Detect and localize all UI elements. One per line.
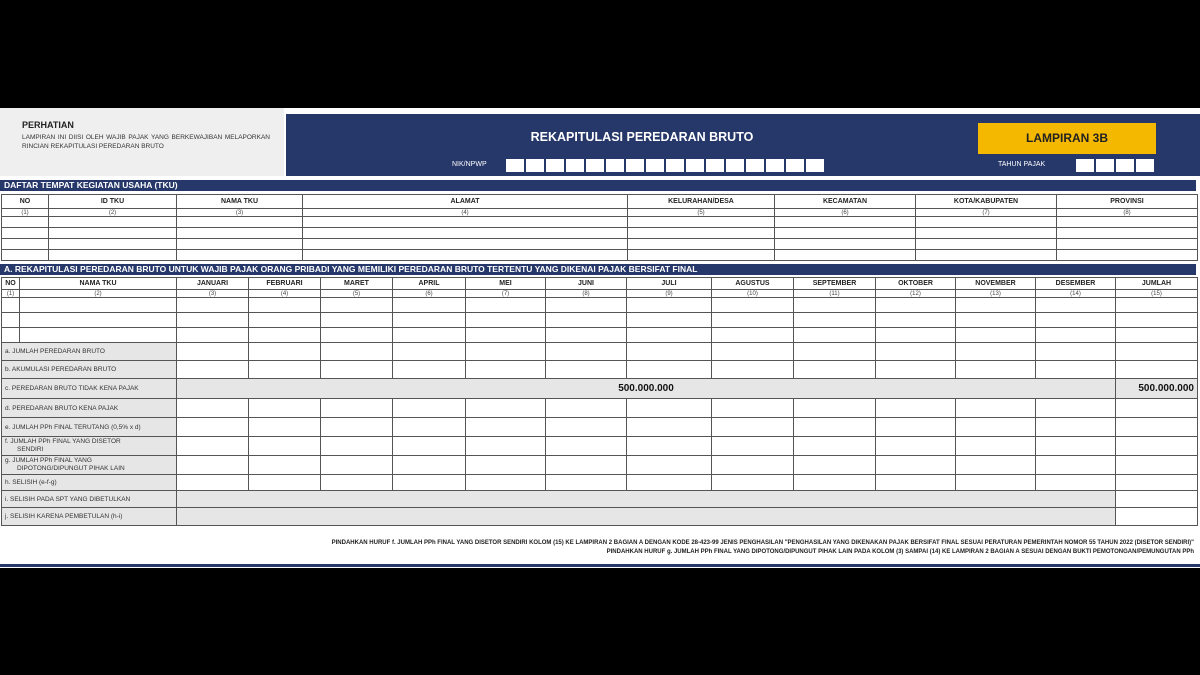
rekap-cell[interactable] <box>1036 328 1116 343</box>
rekap-cell[interactable] <box>393 313 466 328</box>
rekap-row-c <box>2 379 1198 399</box>
rekap-value-c: 500.000.000 <box>177 379 1116 399</box>
npwp-digit-box[interactable] <box>706 159 724 172</box>
rekap-cell[interactable] <box>249 343 321 361</box>
tku-cell[interactable] <box>177 228 303 239</box>
tahun-digit-box[interactable] <box>1136 159 1154 172</box>
rekap-cell[interactable] <box>546 343 627 361</box>
rekap-cell[interactable] <box>794 313 876 328</box>
rekap-cell[interactable] <box>393 456 466 475</box>
rekap-cell[interactable] <box>393 437 466 456</box>
rekap-col-header: JULI <box>627 278 712 290</box>
form-title: REKAPITULASI PEREDARAN BRUTO <box>530 130 754 144</box>
rekap-cell[interactable] <box>627 343 712 361</box>
tahun-digit-box[interactable] <box>1096 159 1114 172</box>
rekap-cell[interactable] <box>321 399 393 418</box>
rekap-cell[interactable] <box>876 437 956 456</box>
tku-cell[interactable] <box>2 228 49 239</box>
npwp-digit-box[interactable] <box>686 159 704 172</box>
rekap-cell[interactable] <box>712 328 794 343</box>
rekap-cell[interactable] <box>876 418 956 437</box>
rekap-col-number: (3) <box>177 290 249 298</box>
rekap-cell[interactable] <box>876 399 956 418</box>
rekap-col-number: (5) <box>321 290 393 298</box>
tku-cell[interactable] <box>2 217 49 228</box>
tku-cell[interactable] <box>2 250 49 261</box>
rekap-cell[interactable] <box>393 399 466 418</box>
rekap-cell[interactable] <box>794 418 876 437</box>
rekap-col-number: (4) <box>249 290 321 298</box>
rekap-cell[interactable] <box>1116 361 1198 379</box>
rekap-cell[interactable] <box>466 343 546 361</box>
rekap-col-number: (12) <box>876 290 956 298</box>
rekap-cell[interactable] <box>177 399 249 418</box>
rekap-col-header: DESEMBER <box>1036 278 1116 290</box>
npwp-digit-box[interactable] <box>546 159 564 172</box>
rekap-col-header: MARET <box>321 278 393 290</box>
rekap-cell[interactable] <box>20 328 177 343</box>
rekap-value-i <box>177 491 1116 508</box>
tku-cell[interactable] <box>2 239 49 250</box>
rekap-cell[interactable] <box>393 361 466 379</box>
rekap-cell[interactable] <box>1116 456 1198 475</box>
rekap-cell[interactable] <box>321 475 393 491</box>
npwp-digit-box[interactable] <box>626 159 644 172</box>
rekap-cell[interactable] <box>321 343 393 361</box>
tku-col-kota: KOTA/KABUPATEN <box>916 195 1057 209</box>
tku-num: (8) <box>1057 209 1198 217</box>
rekap-col-header: AGUSTUS <box>712 278 794 290</box>
rekap-cell[interactable] <box>249 437 321 456</box>
rekap-cell[interactable] <box>177 456 249 475</box>
rekap-cell[interactable] <box>321 313 393 328</box>
tku-cell[interactable] <box>916 217 1057 228</box>
tku-col-provinsi: PROVINSI <box>1057 195 1198 209</box>
rekap-cell[interactable] <box>712 298 794 313</box>
rekap-cell[interactable] <box>712 437 794 456</box>
rekap-cell[interactable] <box>466 475 546 491</box>
rekap-cell[interactable] <box>627 437 712 456</box>
rekap-cell[interactable] <box>1036 343 1116 361</box>
rekap-cell[interactable] <box>956 475 1036 491</box>
rekap-cell[interactable] <box>321 298 393 313</box>
rekap-cell[interactable] <box>249 313 321 328</box>
rekap-cell[interactable] <box>466 437 546 456</box>
tku-cell[interactable] <box>775 239 916 250</box>
rekap-cell[interactable] <box>1036 456 1116 475</box>
rekap-col-number: (8) <box>546 290 627 298</box>
rekap-row-d <box>2 399 1198 418</box>
perhatian-title: PERHATIAN <box>22 120 74 130</box>
tku-row <box>2 239 1198 250</box>
tku-cell[interactable] <box>49 250 177 261</box>
rekap-cell[interactable] <box>794 328 876 343</box>
tku-cell[interactable] <box>177 239 303 250</box>
rekap-col-number: (1) <box>2 290 20 298</box>
rekap-cell[interactable] <box>1116 313 1198 328</box>
rekap-total-c: 500.000.000 <box>1116 379 1198 399</box>
tku-cell[interactable] <box>303 228 628 239</box>
rekap-cell[interactable] <box>20 313 177 328</box>
tahun-digit-box[interactable] <box>1116 159 1134 172</box>
npwp-digit-box[interactable] <box>586 159 604 172</box>
tku-cell[interactable] <box>49 217 177 228</box>
rekap-cell[interactable] <box>794 475 876 491</box>
rekap-cell[interactable] <box>249 328 321 343</box>
tku-cell[interactable] <box>1057 250 1198 261</box>
rekap-col-header: JUNI <box>546 278 627 290</box>
tku-cell[interactable] <box>1057 239 1198 250</box>
rekap-cell[interactable] <box>249 456 321 475</box>
rekap-col-number: (14) <box>1036 290 1116 298</box>
rekap-cell[interactable] <box>1036 361 1116 379</box>
tahun-digit-box[interactable] <box>1076 159 1094 172</box>
rekap-cell[interactable] <box>627 475 712 491</box>
tku-row <box>2 217 1198 228</box>
rekap-cell[interactable] <box>466 298 546 313</box>
note-line-2: PINDAHKAN HURUF g. JUMLAH PPh FINAL YANG DIPOTONG/DIPUNGUT PIHAK LAIN PADA KOLOM (3) SAMPAI (14) KE LAMPIRAN 2 BAGIAN A SESUAI DENGAN BUKTI PEMOTONGAN/PEMUNGUTAN PPh <box>606 549 1194 555</box>
rekap-cell[interactable] <box>177 313 249 328</box>
tku-num: (4) <box>303 209 628 217</box>
rekap-cell[interactable] <box>177 437 249 456</box>
rekap-cell[interactable] <box>20 298 177 313</box>
rekap-cell[interactable] <box>466 361 546 379</box>
npwp-digit-box[interactable] <box>786 159 804 172</box>
perhatian-text: LAMPIRAN INI DIISI OLEH WAJIB PAJAK YANG BERKEWAJIBAN MELAPORKAN RINCIAN REKAPITULASI PEREDARAN BRUTO <box>22 134 270 150</box>
rekap-label-line: DIPOTONG/DIPUNGUT PIHAK LAIN <box>17 465 125 472</box>
tku-cell[interactable] <box>303 250 628 261</box>
rekap-cell[interactable] <box>627 456 712 475</box>
tku-cell[interactable] <box>628 228 775 239</box>
rekap-col-header: MEI <box>466 278 546 290</box>
tku-col-id: ID TKU <box>49 195 177 209</box>
rekap-cell[interactable] <box>1036 437 1116 456</box>
rekap-cell[interactable] <box>1116 298 1198 313</box>
form-sheet <box>0 108 1200 568</box>
rekap-cell[interactable] <box>794 456 876 475</box>
rekap-cell[interactable] <box>794 399 876 418</box>
rekap-number-row <box>2 290 1198 298</box>
npwp-digit-box[interactable] <box>566 159 584 172</box>
rekap-cell[interactable] <box>546 328 627 343</box>
rekap-cell[interactable] <box>876 328 956 343</box>
rekap-col-header: SEPTEMBER <box>794 278 876 290</box>
rekap-value-j <box>177 508 1116 526</box>
rekap-cell[interactable] <box>393 343 466 361</box>
rekap-cell[interactable] <box>466 399 546 418</box>
rekap-cell[interactable] <box>794 361 876 379</box>
rekap-row-j <box>2 508 1198 526</box>
rekap-cell[interactable] <box>712 418 794 437</box>
npwp-label: NIK/NPWP <box>452 161 487 168</box>
tku-number-row <box>2 209 1198 217</box>
rekap-cell[interactable] <box>546 418 627 437</box>
tku-cell[interactable] <box>177 217 303 228</box>
rekap-cell[interactable] <box>627 418 712 437</box>
tku-cell[interactable] <box>916 228 1057 239</box>
tku-header-row <box>2 195 1198 209</box>
tku-row <box>2 228 1198 239</box>
tku-cell[interactable] <box>628 239 775 250</box>
npwp-digit-box[interactable] <box>766 159 784 172</box>
rekap-entry-row <box>2 298 1198 313</box>
rekap-col-number: (13) <box>956 290 1036 298</box>
rekap-cell[interactable] <box>546 475 627 491</box>
rekap-cell[interactable] <box>956 298 1036 313</box>
rekap-label-c: c. PEREDARAN BRUTO TIDAK KENA PAJAK <box>2 379 177 399</box>
rekap-cell[interactable] <box>627 298 712 313</box>
rekap-cell[interactable] <box>627 313 712 328</box>
rekap-table <box>1 277 1198 526</box>
title-banner <box>286 114 1200 176</box>
rekap-label-line: SENDIRI <box>17 446 44 453</box>
rekap-entry-row <box>2 313 1198 328</box>
rekap-cell[interactable] <box>177 298 249 313</box>
rekap-col-number: (11) <box>794 290 876 298</box>
rekap-cell[interactable] <box>794 437 876 456</box>
rekap-cell[interactable] <box>466 456 546 475</box>
rekap-cell[interactable] <box>249 361 321 379</box>
rekap-cell[interactable] <box>876 475 956 491</box>
rekap-col-header: FEBRUARI <box>249 278 321 290</box>
rekap-label-i: i. SELISIH PADA SPT YANG DIBETULKAN <box>2 491 177 508</box>
tku-cell[interactable] <box>628 250 775 261</box>
rekap-cell[interactable] <box>177 343 249 361</box>
tku-cell[interactable] <box>177 250 303 261</box>
rekap-row-i <box>2 491 1198 508</box>
tku-num: (2) <box>49 209 177 217</box>
rekap-cell[interactable] <box>712 343 794 361</box>
rekap-cell[interactable] <box>393 298 466 313</box>
rekap-cell[interactable] <box>876 343 956 361</box>
rekap-cell[interactable] <box>1116 343 1198 361</box>
rekap-cell[interactable] <box>393 418 466 437</box>
rekap-cell[interactable] <box>956 399 1036 418</box>
rekap-row-a <box>2 343 1198 361</box>
rekap-col-header: NO <box>2 278 20 290</box>
rekap-cell[interactable] <box>956 456 1036 475</box>
rekap-cell[interactable] <box>2 313 20 328</box>
rekap-col-number: (15) <box>1116 290 1198 298</box>
rekap-cell[interactable] <box>627 399 712 418</box>
tku-cell[interactable] <box>916 239 1057 250</box>
rekap-cell[interactable] <box>712 456 794 475</box>
rekap-entry-row <box>2 328 1198 343</box>
tku-cell[interactable] <box>1057 228 1198 239</box>
rekap-cell[interactable] <box>546 361 627 379</box>
tku-cell[interactable] <box>49 239 177 250</box>
rekap-cell[interactable] <box>546 456 627 475</box>
bottom-rule <box>0 564 1200 567</box>
rekap-cell[interactable] <box>1116 418 1198 437</box>
rekap-cell[interactable] <box>546 298 627 313</box>
rekap-cell[interactable] <box>249 298 321 313</box>
rekap-label-f <box>2 437 177 456</box>
rekap-label-line: g. JUMLAH PPh FINAL YANG <box>5 457 92 464</box>
rekap-row-f <box>2 437 1198 456</box>
rekap-col-header: JANUARI <box>177 278 249 290</box>
rekap-cell[interactable] <box>1116 437 1198 456</box>
rekap-cell[interactable] <box>956 343 1036 361</box>
tku-cell[interactable] <box>1057 217 1198 228</box>
rekap-col-number: (10) <box>712 290 794 298</box>
rekap-cell[interactable] <box>1116 399 1198 418</box>
tku-section-title: DAFTAR TEMPAT KEGIATAN USAHA (TKU) <box>0 180 1196 191</box>
rekap-section-title: A. REKAPITULASI PEREDARAN BRUTO UNTUK WAJIB PAJAK ORANG PRIBADI YANG MEMILIKI PEREDARAN BRUTO TERTENTU YANG DIKENAI PAJAK BERSIFAT FINAL <box>0 264 1196 275</box>
rekap-cell[interactable] <box>177 475 249 491</box>
rekap-col-number: (7) <box>466 290 546 298</box>
rekap-row-g <box>2 456 1198 475</box>
rekap-col-header: APRIL <box>393 278 466 290</box>
rekap-cell[interactable] <box>712 475 794 491</box>
rekap-cell[interactable] <box>627 361 712 379</box>
npwp-digit-box[interactable] <box>606 159 624 172</box>
lampiran-badge: LAMPIRAN 3B <box>978 123 1156 154</box>
rekap-cell[interactable] <box>546 437 627 456</box>
rekap-col-number: (2) <box>20 290 177 298</box>
rekap-cell[interactable] <box>1036 418 1116 437</box>
rekap-cell[interactable] <box>2 298 20 313</box>
rekap-cell[interactable] <box>1036 298 1116 313</box>
npwp-digit-box[interactable] <box>666 159 684 172</box>
rekap-label-b: b. AKUMULASI PEREDARAN BRUTO <box>2 361 177 379</box>
rekap-col-header: NOVEMBER <box>956 278 1036 290</box>
tku-cell[interactable] <box>916 250 1057 261</box>
rekap-cell[interactable] <box>321 328 393 343</box>
rekap-cell[interactable] <box>1036 313 1116 328</box>
tku-num: (3) <box>177 209 303 217</box>
tku-col-nama: NAMA TKU <box>177 195 303 209</box>
tahun-pajak-label: TAHUN PAJAK <box>998 161 1046 168</box>
rekap-cell[interactable] <box>956 313 1036 328</box>
rekap-row-b <box>2 361 1198 379</box>
rekap-cell[interactable] <box>712 313 794 328</box>
rekap-col-number: (9) <box>627 290 712 298</box>
rekap-label-d: d. PEREDARAN BRUTO KENA PAJAK <box>2 399 177 418</box>
rekap-col-number: (6) <box>393 290 466 298</box>
rekap-label-line: f. JUMLAH PPh FINAL YANG DISETOR <box>5 438 121 445</box>
tku-cell[interactable] <box>775 250 916 261</box>
npwp-digit-box[interactable] <box>746 159 764 172</box>
rekap-cell[interactable] <box>321 456 393 475</box>
tku-cell[interactable] <box>775 228 916 239</box>
rekap-cell[interactable] <box>321 361 393 379</box>
rekap-cell[interactable] <box>393 475 466 491</box>
rekap-col-header: OKTOBER <box>876 278 956 290</box>
rekap-label-h: h. SELISIH (e-f-g) <box>2 475 177 491</box>
rekap-cell[interactable] <box>876 361 956 379</box>
tku-num: (6) <box>775 209 916 217</box>
tku-cell[interactable] <box>628 217 775 228</box>
npwp-input[interactable] <box>506 159 824 172</box>
rekap-cell[interactable] <box>627 328 712 343</box>
rekap-col-header: JUMLAH <box>1116 278 1198 290</box>
rekap-row-e <box>2 418 1198 437</box>
rekap-label-e: e. JUMLAH PPh FINAL TERUTANG (0,5% x d) <box>2 418 177 437</box>
rekap-cell[interactable] <box>876 298 956 313</box>
rekap-total-i[interactable] <box>1116 491 1198 508</box>
rekap-cell[interactable] <box>1036 399 1116 418</box>
npwp-digit-box[interactable] <box>726 159 744 172</box>
tku-col-alamat: ALAMAT <box>303 195 628 209</box>
tku-cell[interactable] <box>303 239 628 250</box>
rekap-cell[interactable] <box>321 437 393 456</box>
rekap-cell[interactable] <box>466 313 546 328</box>
tahun-pajak-input[interactable] <box>1076 159 1154 172</box>
rekap-row-h <box>2 475 1198 491</box>
tku-num: (7) <box>916 209 1057 217</box>
rekap-header-row <box>2 278 1198 290</box>
tku-col-no: NO <box>2 195 49 209</box>
rekap-cell[interactable] <box>794 298 876 313</box>
note-line-1: PINDAHKAN HURUF f. JUMLAH PPh FINAL YANG DISETOR SENDIRI KOLOM (15) KE LAMPIRAN 2 BAGIAN A DENGAN KODE 28-423-99 JENIS PENGHASILAN "PENGHASILAN YANG DIKENAKAN PAJAK BERSIFAT FINAL SESUAI PERATURAN PEMERINTAH NOMOR 55 TAHUN 2022 (DISETOR SENDIRI)" <box>331 540 1194 546</box>
rekap-cell[interactable] <box>876 456 956 475</box>
rekap-cell[interactable] <box>321 418 393 437</box>
npwp-digit-box[interactable] <box>806 159 824 172</box>
npwp-digit-box[interactable] <box>526 159 544 172</box>
rekap-cell[interactable] <box>956 437 1036 456</box>
tku-cell[interactable] <box>303 217 628 228</box>
rekap-cell[interactable] <box>2 328 20 343</box>
npwp-digit-box[interactable] <box>646 159 664 172</box>
rekap-col-header: NAMA TKU <box>20 278 177 290</box>
rekap-cell[interactable] <box>546 399 627 418</box>
rekap-cell[interactable] <box>177 328 249 343</box>
tku-row <box>2 250 1198 261</box>
rekap-cell[interactable] <box>956 418 1036 437</box>
rekap-cell[interactable] <box>956 328 1036 343</box>
rekap-cell[interactable] <box>393 328 466 343</box>
rekap-cell[interactable] <box>466 328 546 343</box>
npwp-digit-box[interactable] <box>506 159 524 172</box>
rekap-cell[interactable] <box>177 418 249 437</box>
tku-col-kecamatan: KECAMATAN <box>775 195 916 209</box>
rekap-label-j: j. SELISIH KARENA PEMBETULAN (h-i) <box>2 508 177 526</box>
rekap-cell[interactable] <box>1036 475 1116 491</box>
rekap-cell[interactable] <box>177 361 249 379</box>
tku-num: (1) <box>2 209 49 217</box>
rekap-cell[interactable] <box>249 418 321 437</box>
tku-cell[interactable] <box>775 217 916 228</box>
rekap-cell[interactable] <box>546 313 627 328</box>
rekap-cell[interactable] <box>1116 475 1198 491</box>
rekap-cell[interactable] <box>876 313 956 328</box>
rekap-cell[interactable] <box>249 399 321 418</box>
tku-col-kelurahan: KELURAHAN/DESA <box>628 195 775 209</box>
rekap-cell[interactable] <box>956 361 1036 379</box>
rekap-cell[interactable] <box>249 475 321 491</box>
tku-cell[interactable] <box>49 228 177 239</box>
rekap-label-g <box>2 456 177 475</box>
tku-table <box>1 194 1198 261</box>
tku-num: (5) <box>628 209 775 217</box>
rekap-cell[interactable] <box>712 399 794 418</box>
rekap-total-j[interactable] <box>1116 508 1198 526</box>
rekap-cell[interactable] <box>466 418 546 437</box>
rekap-cell[interactable] <box>712 361 794 379</box>
rekap-cell[interactable] <box>1116 328 1198 343</box>
rekap-label-a: a. JUMLAH PEREDARAN BRUTO <box>2 343 177 361</box>
perhatian-panel <box>0 108 284 176</box>
rekap-cell[interactable] <box>794 343 876 361</box>
